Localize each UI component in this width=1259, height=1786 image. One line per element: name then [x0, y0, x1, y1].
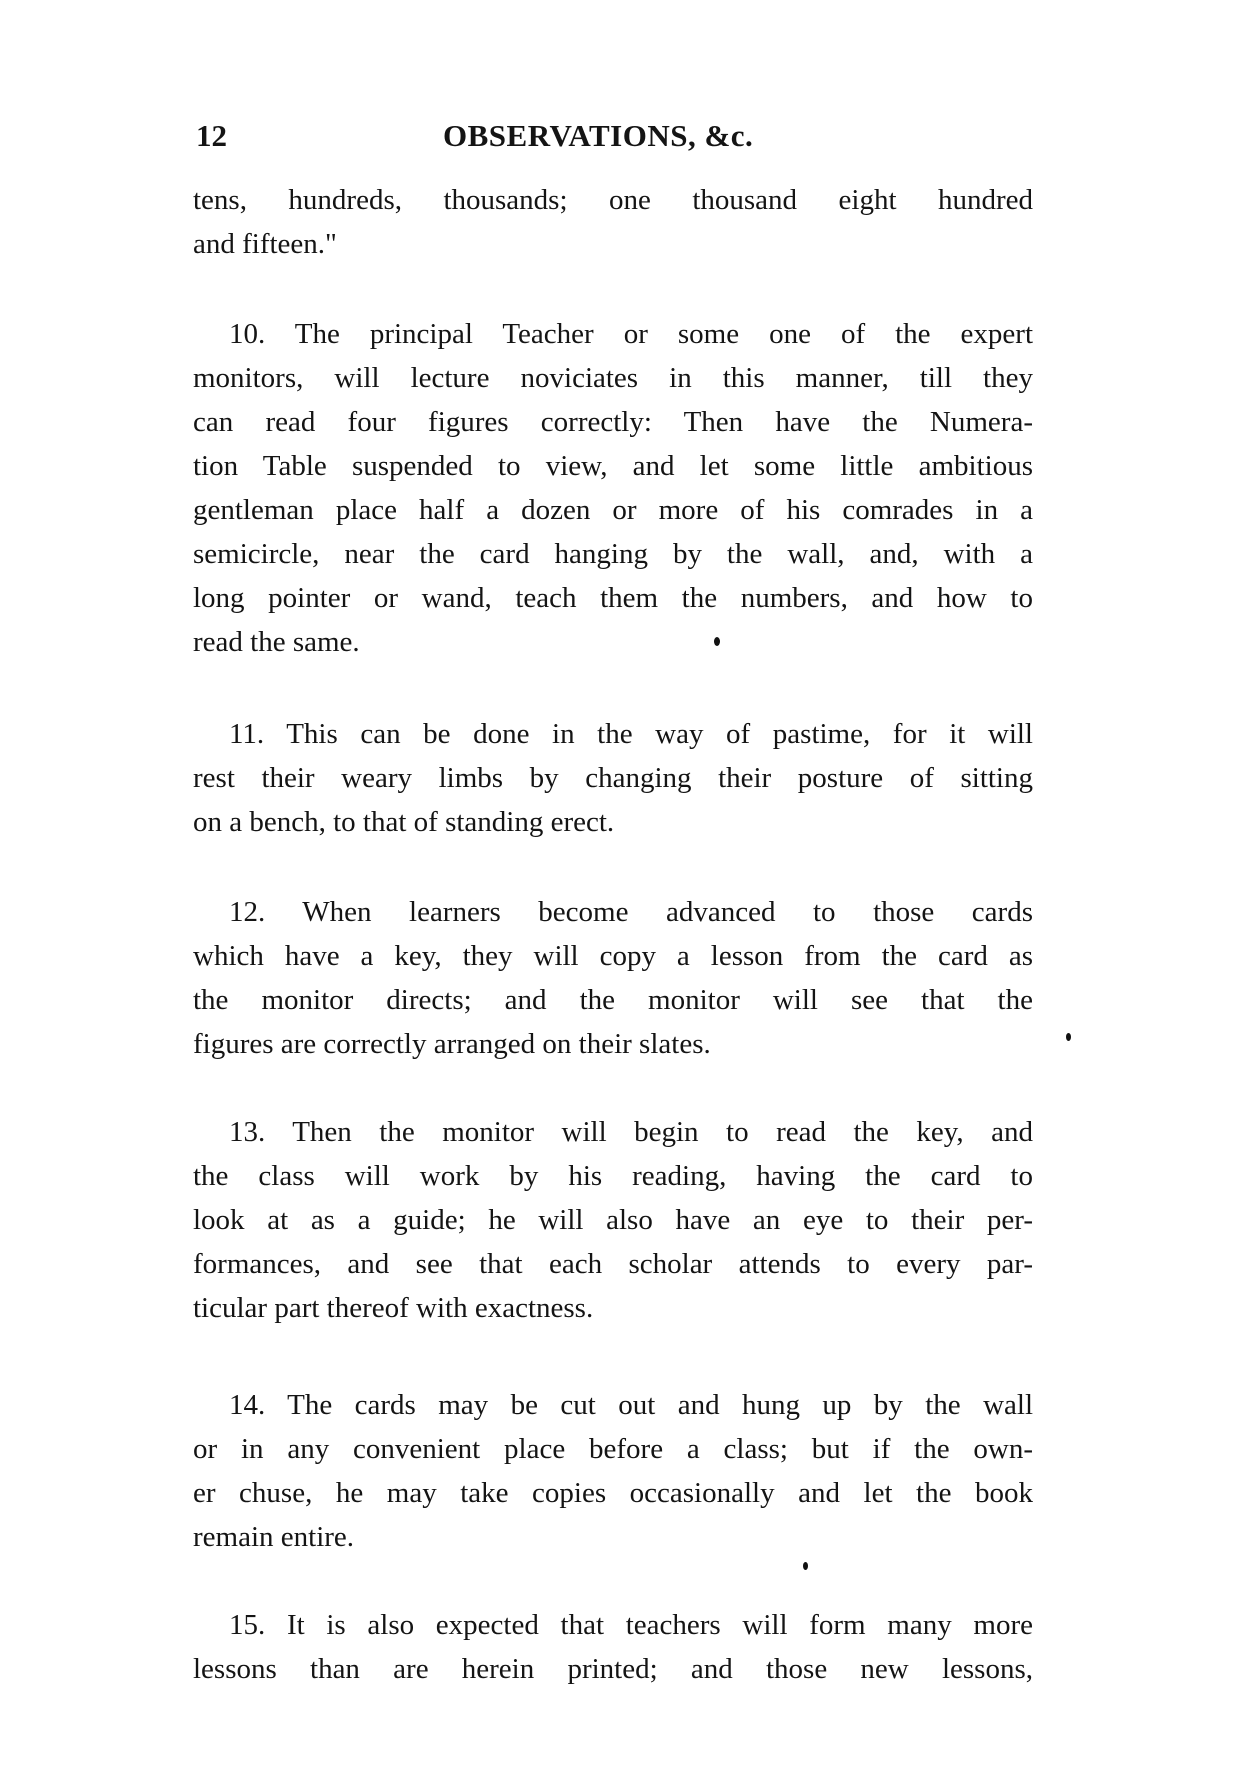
text-line: and fifteen.": [193, 228, 337, 260]
text-line: er chuse, he may take copies occasionally and let the book: [193, 1477, 1033, 1509]
text-line: can read four figures correctly: Then have the Numera-: [193, 406, 1033, 438]
text-line: 11. This can be done in the way of pastime, for it will: [229, 718, 1033, 750]
paragraph-continuation: [193, 178, 1033, 266]
text-line: or in any convenient place before a class; but if the own-: [193, 1433, 1033, 1465]
text-line: the monitor directs; and the monitor will see that the: [193, 984, 1033, 1016]
paragraph-10: [193, 312, 1033, 664]
text-line: figures are correctly arranged on their slates.: [193, 1028, 711, 1060]
text-line: on a bench, to that of standing erect.: [193, 806, 615, 838]
text-line: long pointer or wand, teach them the numbers, and how to: [193, 582, 1033, 614]
text-line: 14. The cards may be cut out and hung up by the wall: [229, 1389, 1033, 1421]
text-line: formances, and see that each scholar attends to every par-: [193, 1248, 1033, 1280]
paragraph-13: [193, 1110, 1033, 1330]
ink-speck: [803, 1562, 808, 1570]
text-line: lessons than are herein printed; and those new lessons,: [193, 1653, 1033, 1685]
text-line: tens, hundreds, thousands; one thousand eight hundred: [193, 184, 1033, 216]
text-line: 13. Then the monitor will begin to read the key, and: [229, 1116, 1033, 1148]
text-line: 10. The principal Teacher or some one of the expert: [229, 318, 1033, 350]
ink-speck: [1066, 1033, 1071, 1041]
ink-speck: [714, 637, 720, 646]
paragraph-12: [193, 890, 1033, 1066]
text-line: monitors, will lecture noviciates in this manner, till they: [193, 362, 1033, 394]
running-head: OBSERVATIONS, &c.: [443, 118, 754, 153]
text-line: rest their weary limbs by changing their posture of sitting: [193, 762, 1033, 794]
text-line: 12. When learners become advanced to those cards: [229, 896, 1033, 928]
text-line: read the same.: [193, 626, 360, 658]
paragraph-15: [193, 1603, 1033, 1691]
paragraph-11: [193, 712, 1033, 844]
page-number: 12: [196, 118, 227, 153]
text-line: remain entire.: [193, 1521, 355, 1553]
text-line: ticular part thereof with exactness.: [193, 1292, 594, 1324]
text-line: semicircle, near the card hanging by the wall, and, with a: [193, 538, 1033, 570]
text-line: which have a key, they will copy a lesson from the card as: [193, 940, 1033, 972]
text-line: gentleman place half a dozen or more of his comrades in a: [193, 494, 1033, 526]
text-line: look at as a guide; he will also have an eye to their per-: [193, 1204, 1033, 1236]
text-line: tion Table suspended to view, and let some little ambitious: [193, 450, 1033, 482]
paragraph-14: [193, 1383, 1033, 1559]
text-line: 15. It is also expected that teachers will form many more: [229, 1609, 1033, 1641]
text-line: the class will work by his reading, having the card to: [193, 1160, 1033, 1192]
